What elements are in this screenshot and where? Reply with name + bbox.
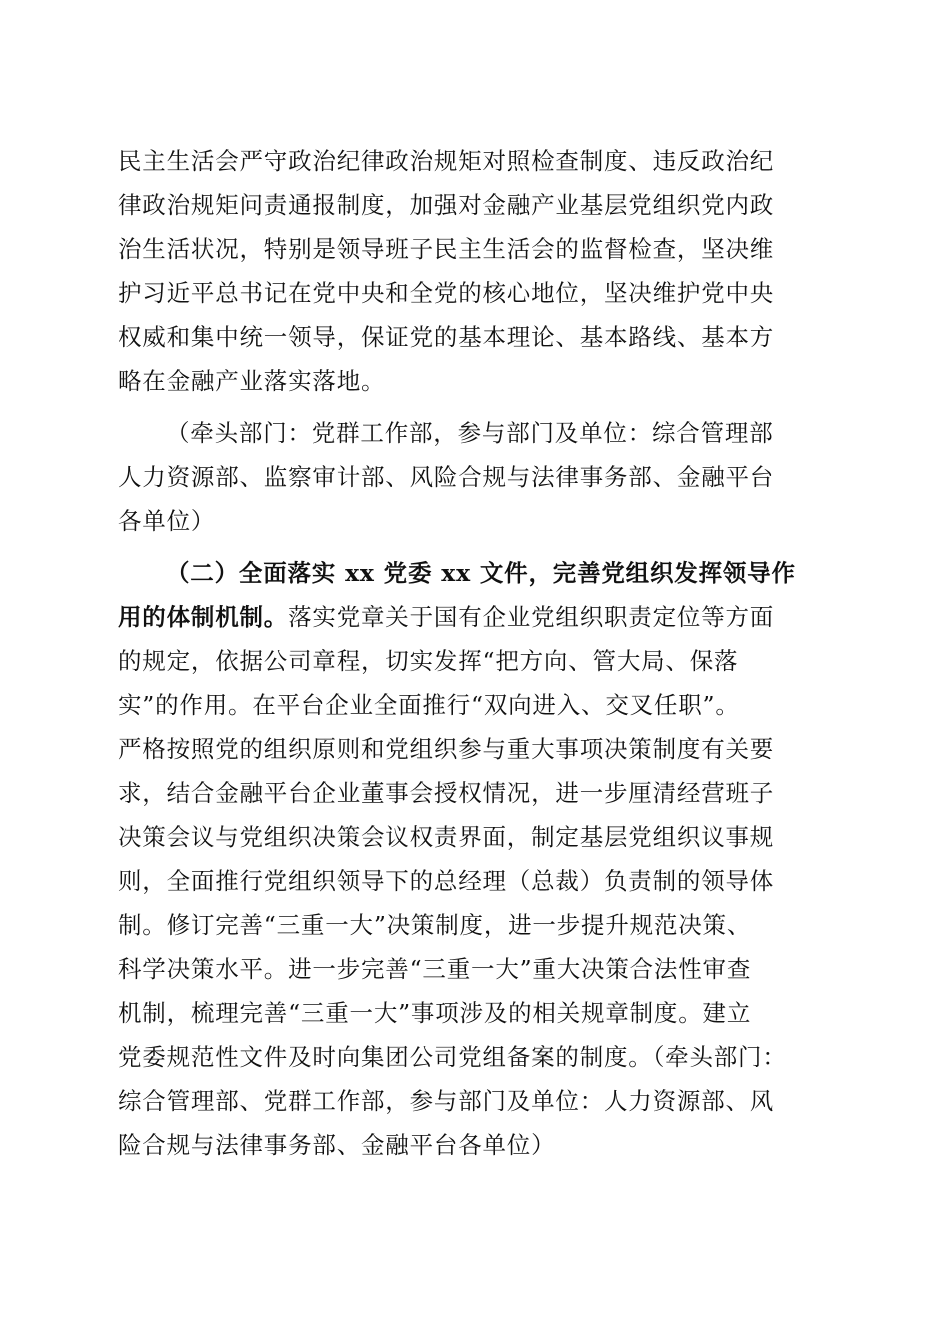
text-line: 科学决策水平。进一步完善“三重一大”重大决策合法性审查 xyxy=(118,955,752,983)
paragraph-responsible-departments xyxy=(118,411,834,543)
section-heading: （二）全面落实 xx 党委 xx 文件，完善党组织发挥领导作 xyxy=(166,559,796,587)
text-line: 律政治规矩问责通报制度，加强对金融产业基层党组织党内政 xyxy=(118,191,775,219)
text-line xyxy=(118,595,834,639)
text-line: 严格按照党的组织原则和党组织参与重大事项决策制度有关要 xyxy=(118,735,775,763)
text-line: 综合管理部、党群工作部，参与部门及单位：人力资源部、风 xyxy=(118,1087,775,1115)
section-heading-continuation: 用的体制机制。 xyxy=(118,603,289,631)
text-line: 机制，梳理完善“三重一大”事项涉及的相关规章制度。建立 xyxy=(118,999,752,1027)
text-line: 险合规与法律事务部、金融平台各单位） xyxy=(118,1131,556,1159)
text-line: 则，全面推行党组织领导下的总经理（总裁）负责制的领导体 xyxy=(118,867,775,895)
text-line: 权威和集中统一领导，保证党的基本理论、基本路线、基本方 xyxy=(118,323,775,351)
text-line: 实”的作用。在平台企业全面推行“双向进入、交叉任职”。 xyxy=(118,691,740,719)
text-line: 治生活状况，特别是领导班子民主生活会的监督检查，坚决维 xyxy=(118,235,775,263)
text-line: （牵头部门：党群工作部，参与部门及单位：综合管理部 xyxy=(166,419,774,447)
text-line: 党委规范性文件及时向集团公司党组备案的制度。（牵头部门： xyxy=(118,1043,787,1071)
document-body xyxy=(118,139,834,1167)
text-line: 制。修订完善“三重一大”决策制度，进一步提升规范决策、 xyxy=(118,911,752,939)
text-line: 护习近平总书记在党中央和全党的核心地位，坚决维护党中央 xyxy=(118,279,775,307)
paragraph-supervision xyxy=(118,139,834,403)
text-line: 的规定，依据公司章程，切实发挥“把方向、管大局、保落 xyxy=(118,647,739,675)
text-line: 人力资源部、监察审计部、风险合规与法律事务部、金融平台 xyxy=(118,463,775,491)
text-line: 求，结合金融平台企业董事会授权情况，进一步厘清经营班子 xyxy=(118,779,775,807)
text-line: 决策会议与党组织决策会议权责界面，制定基层党组织议事规 xyxy=(118,823,775,851)
section-text: 落实党章关于国有企业党组织职责定位等方面 xyxy=(288,603,775,631)
text-line: 各单位） xyxy=(118,507,216,535)
text-line: 民主生活会严守政治纪律政治规矩对照检查制度、违反政治纪 xyxy=(118,147,775,175)
paragraph-section-two xyxy=(118,551,834,1167)
text-line: 略在金融产业落实落地。 xyxy=(118,367,386,395)
